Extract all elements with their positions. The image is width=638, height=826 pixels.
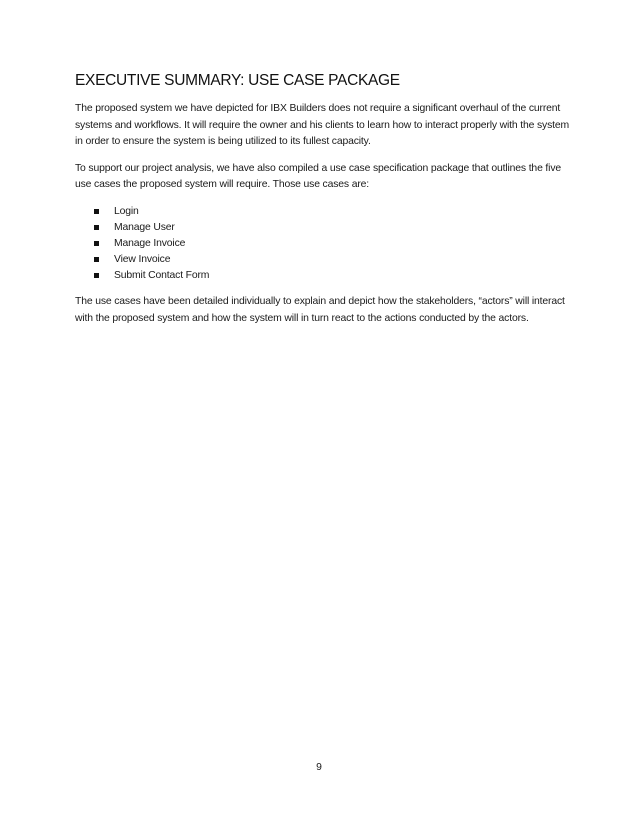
use-case-list <box>75 204 575 284</box>
square-bullet-icon <box>94 241 99 246</box>
page-content <box>75 71 575 338</box>
list-item <box>75 236 575 252</box>
list-item-label: Manage User <box>114 222 175 234</box>
list-item <box>75 252 575 268</box>
list-item-label: Submit Contact Form <box>114 270 210 282</box>
closing-paragraph: The use cases have been detailed individually to explain and depict how the stakeholders, “actors” will interact with the proposed system and how the system will in turn react to the actions conducted by the actors. <box>75 296 565 325</box>
intro-paragraph: The proposed system we have depicted for IBX Builders does not require a significant overhaul of the current systems and workflows. It will require the owner and his clients to learn how to interact properly with the system in order to ensure the system is being utilized to its fullest capacity. <box>75 103 569 148</box>
square-bullet-icon <box>94 225 99 230</box>
square-bullet-icon <box>94 257 99 262</box>
list-item <box>75 268 575 284</box>
list-item <box>75 204 575 220</box>
square-bullet-icon <box>94 273 99 278</box>
section-title: EXECUTIVE SUMMARY: USE CASE PACKAGE <box>75 72 400 89</box>
square-bullet-icon <box>94 209 99 214</box>
list-item-label: Login <box>114 205 139 217</box>
list-item <box>75 220 575 236</box>
list-item-label: View Invoice <box>114 254 171 266</box>
page-number: 9 <box>316 762 322 773</box>
list-item-label: Manage Invoice <box>114 238 186 250</box>
support-paragraph: To support our project analysis, we have also compiled a use case specification package that outlines the five use cases the proposed system will require. Those use cases are: <box>75 162 561 191</box>
